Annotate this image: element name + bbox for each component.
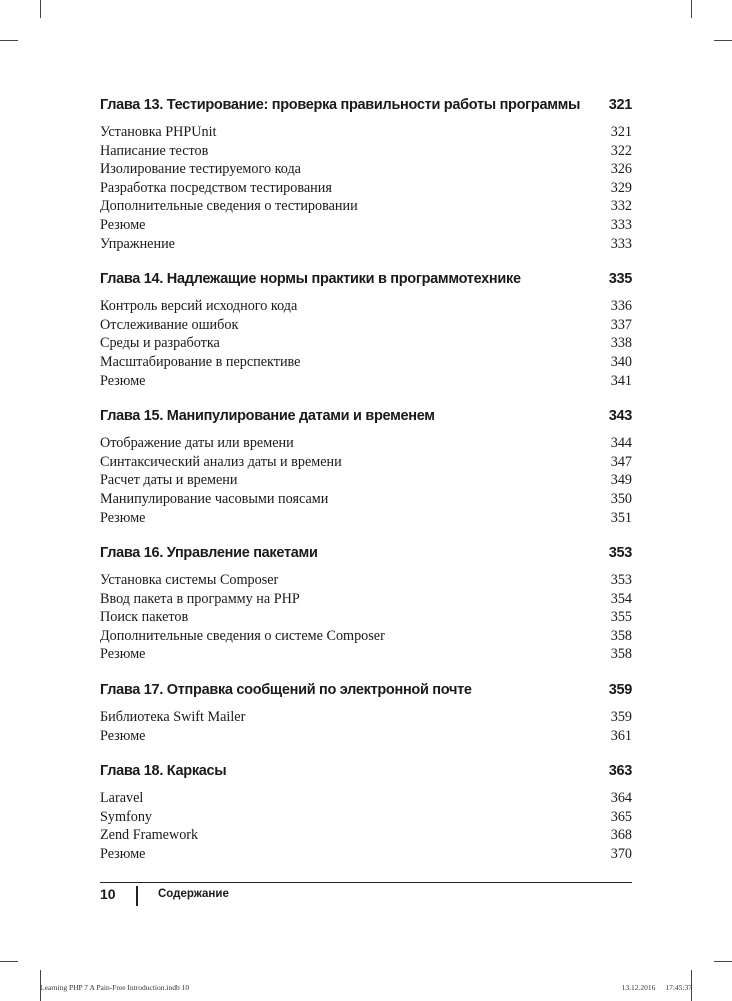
entry-label: Резюме	[100, 372, 146, 389]
chapter-page: 359	[608, 682, 632, 699]
chapter-heading[interactable]	[100, 759, 632, 783]
entry-label: Zend Framework	[100, 827, 199, 844]
entry-page: 338	[610, 335, 632, 352]
chapter-title: Глава 18. Каркасы	[100, 763, 227, 780]
toc-entry[interactable]	[100, 708, 632, 727]
entry-page: 336	[610, 298, 632, 315]
entry-page: 354	[610, 590, 632, 607]
entry-page: 365	[610, 808, 632, 825]
entry-page: 326	[610, 161, 632, 178]
entry-label: Резюме	[100, 646, 146, 663]
entry-label: Резюме	[100, 727, 146, 744]
entry-label: Установка PHPUnit	[100, 124, 217, 140]
toc-entry[interactable]	[100, 353, 632, 372]
chapter-14	[100, 267, 632, 390]
entry-page: 332	[610, 198, 632, 215]
toc-entry[interactable]	[100, 727, 632, 746]
chapter-heading[interactable]	[100, 93, 632, 117]
chapter-page: 321	[608, 97, 632, 113]
toc-entry[interactable]	[100, 316, 632, 335]
entry-label: Разработка посредством тестирования	[100, 179, 332, 196]
print-slug-file: Learning PHP 7 A Pain-Free Introduction.indb 10	[40, 983, 190, 992]
entry-label: Резюме	[100, 509, 146, 526]
chapter-heading[interactable]	[100, 404, 632, 428]
entry-page: 358	[610, 627, 632, 644]
entry-page: 361	[610, 727, 632, 744]
entry-label: Синтаксический анализ даты и времени	[100, 453, 342, 470]
entry-page: 353	[610, 572, 632, 589]
toc-entry[interactable]	[100, 490, 632, 509]
chapter-16	[100, 541, 632, 664]
entry-label: Написание тестов	[100, 142, 209, 159]
chapter-13	[100, 93, 632, 253]
entry-label: Изолирование тестируемого кода	[100, 161, 301, 178]
chapter-title: Глава 13. Тестирование: проверка правильности работы программы	[100, 97, 581, 113]
print-slug-datetime	[622, 983, 692, 992]
entry-page: 359	[610, 709, 632, 726]
entry-label: Symfony	[100, 808, 153, 825]
print-slug-date: 13.12.2016	[621, 983, 656, 992]
crop-mark-left-top	[0, 40, 18, 41]
toc-entry[interactable]	[100, 608, 632, 627]
entry-label: Резюме	[100, 216, 146, 233]
entry-page: 368	[610, 827, 632, 844]
toc-entry[interactable]	[100, 845, 632, 864]
chapter-title: Глава 14. Надлежащие нормы практики в программотехнике	[100, 271, 521, 288]
toc-entry[interactable]	[100, 627, 632, 646]
footer-divider	[136, 886, 138, 906]
chapter-page: 353	[608, 545, 632, 562]
toc-entry[interactable]	[100, 453, 632, 472]
entry-label: Среды и разработка	[100, 335, 220, 352]
chapter-heading[interactable]	[100, 267, 632, 291]
entry-page: 321	[610, 124, 632, 140]
entry-page: 333	[610, 216, 632, 233]
entry-label: Расчет даты и времени	[100, 472, 238, 489]
toc-entry[interactable]	[100, 197, 632, 216]
entry-label: Дополнительные сведения о тестировании	[100, 198, 358, 215]
chapter-heading[interactable]	[100, 678, 632, 702]
crop-mark-right-top	[714, 40, 732, 41]
toc-entry[interactable]	[100, 297, 632, 316]
chapter-page: 363	[608, 763, 632, 780]
entry-label: Ввод пакета в программу на PHP	[100, 590, 300, 607]
toc-entry[interactable]	[100, 789, 632, 808]
chapter-17	[100, 678, 632, 745]
entry-label: Установка системы Composer	[100, 572, 279, 589]
toc-entry[interactable]	[100, 645, 632, 664]
entry-label: Манипулирование часовыми поясами	[100, 490, 329, 507]
toc-entry[interactable]	[100, 235, 632, 254]
chapter-title: Глава 16. Управление пакетами	[100, 545, 318, 562]
entry-page: 329	[610, 179, 632, 196]
entry-label: Отслеживание ошибок	[100, 316, 239, 333]
crop-mark-top-left	[40, 0, 41, 18]
entry-label: Библиотека Swift Mailer	[100, 709, 246, 726]
entry-page: 364	[610, 790, 632, 807]
chapter-page: 335	[608, 271, 632, 288]
entry-page: 351	[610, 509, 632, 526]
toc-entry[interactable]	[100, 434, 632, 453]
entry-label: Laravel	[100, 790, 144, 807]
entry-page: 344	[610, 435, 632, 452]
chapter-18	[100, 759, 632, 863]
print-slug-time: 17:45:37	[665, 983, 692, 992]
toc-entry[interactable]	[100, 571, 632, 590]
chapter-title: Глава 15. Манипулирование датами и временем	[100, 408, 435, 425]
toc-entry[interactable]	[100, 590, 632, 609]
page-number: 10	[100, 886, 116, 902]
entry-page: 349	[610, 472, 632, 489]
entry-label: Резюме	[100, 846, 146, 863]
toc-entry[interactable]	[100, 826, 632, 845]
toc-entry[interactable]	[100, 160, 632, 179]
toc-entry[interactable]	[100, 142, 632, 161]
entry-page: 355	[610, 609, 632, 626]
entry-page: 347	[610, 453, 632, 470]
entry-label: Масштабирование в перспективе	[100, 353, 301, 370]
crop-mark-left-bottom	[0, 961, 18, 962]
toc-entry[interactable]	[100, 179, 632, 198]
toc-entry[interactable]	[100, 808, 632, 827]
entry-page: 358	[610, 646, 632, 663]
chapter-15	[100, 404, 632, 527]
toc-entry[interactable]	[100, 372, 632, 391]
table-of-contents	[100, 93, 632, 878]
chapter-page: 343	[608, 408, 632, 425]
chapter-heading[interactable]	[100, 541, 632, 565]
toc-entry[interactable]	[100, 123, 632, 142]
entry-page: 370	[610, 846, 632, 863]
entry-page: 322	[610, 142, 632, 159]
entry-label: Отображение даты или времени	[100, 435, 294, 452]
running-footer-title: Содержание	[158, 888, 229, 900]
entry-page: 337	[610, 316, 632, 333]
toc-entry[interactable]	[100, 216, 632, 235]
crop-mark-right-bottom	[714, 961, 732, 962]
entry-label: Поиск пакетов	[100, 609, 189, 626]
entry-page: 340	[610, 353, 632, 370]
entry-label: Контроль версий исходного кода	[100, 298, 298, 315]
toc-entry[interactable]	[100, 509, 632, 528]
toc-entry[interactable]	[100, 334, 632, 353]
entry-page: 333	[610, 235, 632, 252]
entry-page: 350	[610, 490, 632, 507]
footer-rule	[100, 882, 632, 883]
chapter-title: Глава 17. Отправка сообщений по электронной почте	[100, 682, 472, 699]
crop-mark-top-right	[691, 0, 692, 18]
toc-entry[interactable]	[100, 471, 632, 490]
entry-label: Дополнительные сведения о системе Composer	[100, 627, 385, 644]
entry-label: Упражнение	[100, 235, 175, 252]
entry-page: 341	[610, 372, 632, 389]
